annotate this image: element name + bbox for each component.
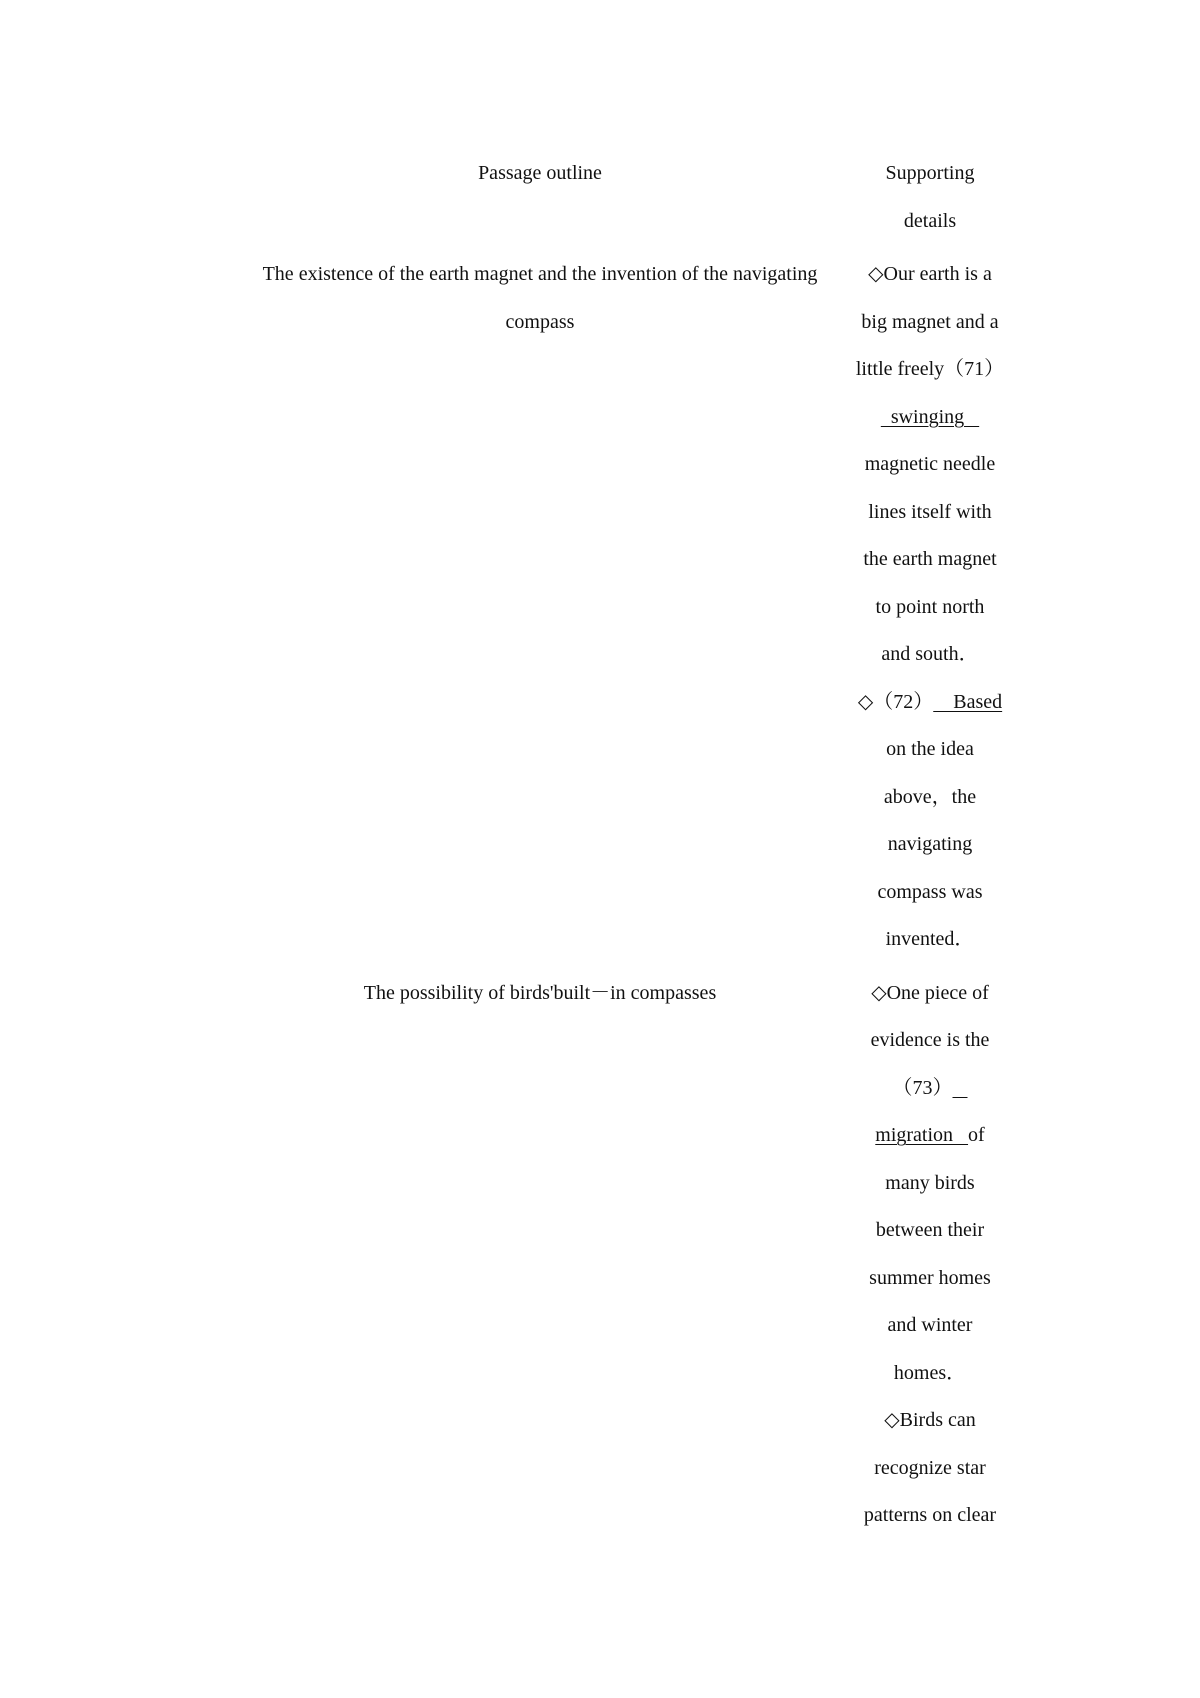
answer-blank-72: Based bbox=[933, 690, 1003, 713]
detail-line: patterns on clear bbox=[863, 1504, 997, 1526]
supporting-details-earth-magnet bbox=[845, 251, 1015, 964]
detail-line: between their bbox=[875, 1219, 985, 1241]
detail-line bbox=[845, 1065, 1015, 1113]
answer-blank-73: migration bbox=[875, 1124, 969, 1146]
detail-line: compass was bbox=[877, 880, 983, 903]
header-passage-outline bbox=[235, 150, 845, 245]
detail-line: recognize star bbox=[874, 1456, 986, 1479]
detail-line bbox=[845, 679, 1015, 727]
outline-text-line: The possibility of birds'built－in compasses bbox=[363, 981, 717, 1004]
answer-blank-73-start bbox=[953, 1077, 968, 1099]
detail-line: big magnet and a bbox=[861, 310, 999, 333]
detail-line: ◇Our earth is a bbox=[868, 263, 992, 285]
detail-line: to point north bbox=[875, 595, 985, 618]
table-row bbox=[235, 970, 1015, 1540]
question-number-73: （73） bbox=[892, 1076, 953, 1099]
detail-line: many birds bbox=[885, 1171, 975, 1194]
outline-point-birds-compasses bbox=[235, 970, 845, 1540]
detail-line: ◇Birds can bbox=[884, 1409, 976, 1431]
question-number-72: ◇（72） bbox=[857, 690, 934, 713]
detail-line: and south． bbox=[881, 643, 979, 665]
detail-line: evidence is the bbox=[870, 1029, 990, 1051]
outline-text-line: The existence of the earth magnet and the invention of the navigating bbox=[262, 263, 818, 285]
detail-line: homes． bbox=[893, 1361, 967, 1384]
detail-line: lines itself with bbox=[868, 500, 992, 523]
header-supporting-details bbox=[845, 150, 1015, 245]
detail-line: invented． bbox=[885, 928, 975, 950]
detail-line: and winter bbox=[887, 1314, 973, 1336]
header-right-line: Supporting bbox=[885, 162, 975, 184]
header-right-line: details bbox=[903, 209, 957, 232]
answer-blank-71: swinging bbox=[880, 405, 980, 428]
detail-line bbox=[845, 1112, 1015, 1160]
supporting-details-birds-compasses bbox=[845, 970, 1015, 1540]
detail-text-of: of bbox=[968, 1124, 985, 1146]
detail-line: little freely（71） bbox=[855, 358, 1005, 380]
passage-outline-table bbox=[235, 150, 1015, 1540]
outline-point-earth-magnet bbox=[235, 251, 845, 964]
detail-line bbox=[845, 394, 1015, 442]
table-row bbox=[235, 251, 1015, 964]
detail-line: ◇One piece of bbox=[871, 981, 989, 1004]
detail-line: above，the bbox=[883, 785, 977, 808]
detail-line: the earth magnet bbox=[863, 548, 997, 570]
outline-text-line: compass bbox=[505, 310, 575, 333]
header-left-text: Passage outline bbox=[478, 162, 602, 184]
detail-line: navigating bbox=[887, 833, 973, 855]
detail-line: on the idea bbox=[886, 738, 974, 760]
detail-line: magnetic needle bbox=[864, 453, 996, 475]
detail-line: summer homes bbox=[869, 1266, 991, 1289]
table-header-row bbox=[235, 150, 1015, 245]
